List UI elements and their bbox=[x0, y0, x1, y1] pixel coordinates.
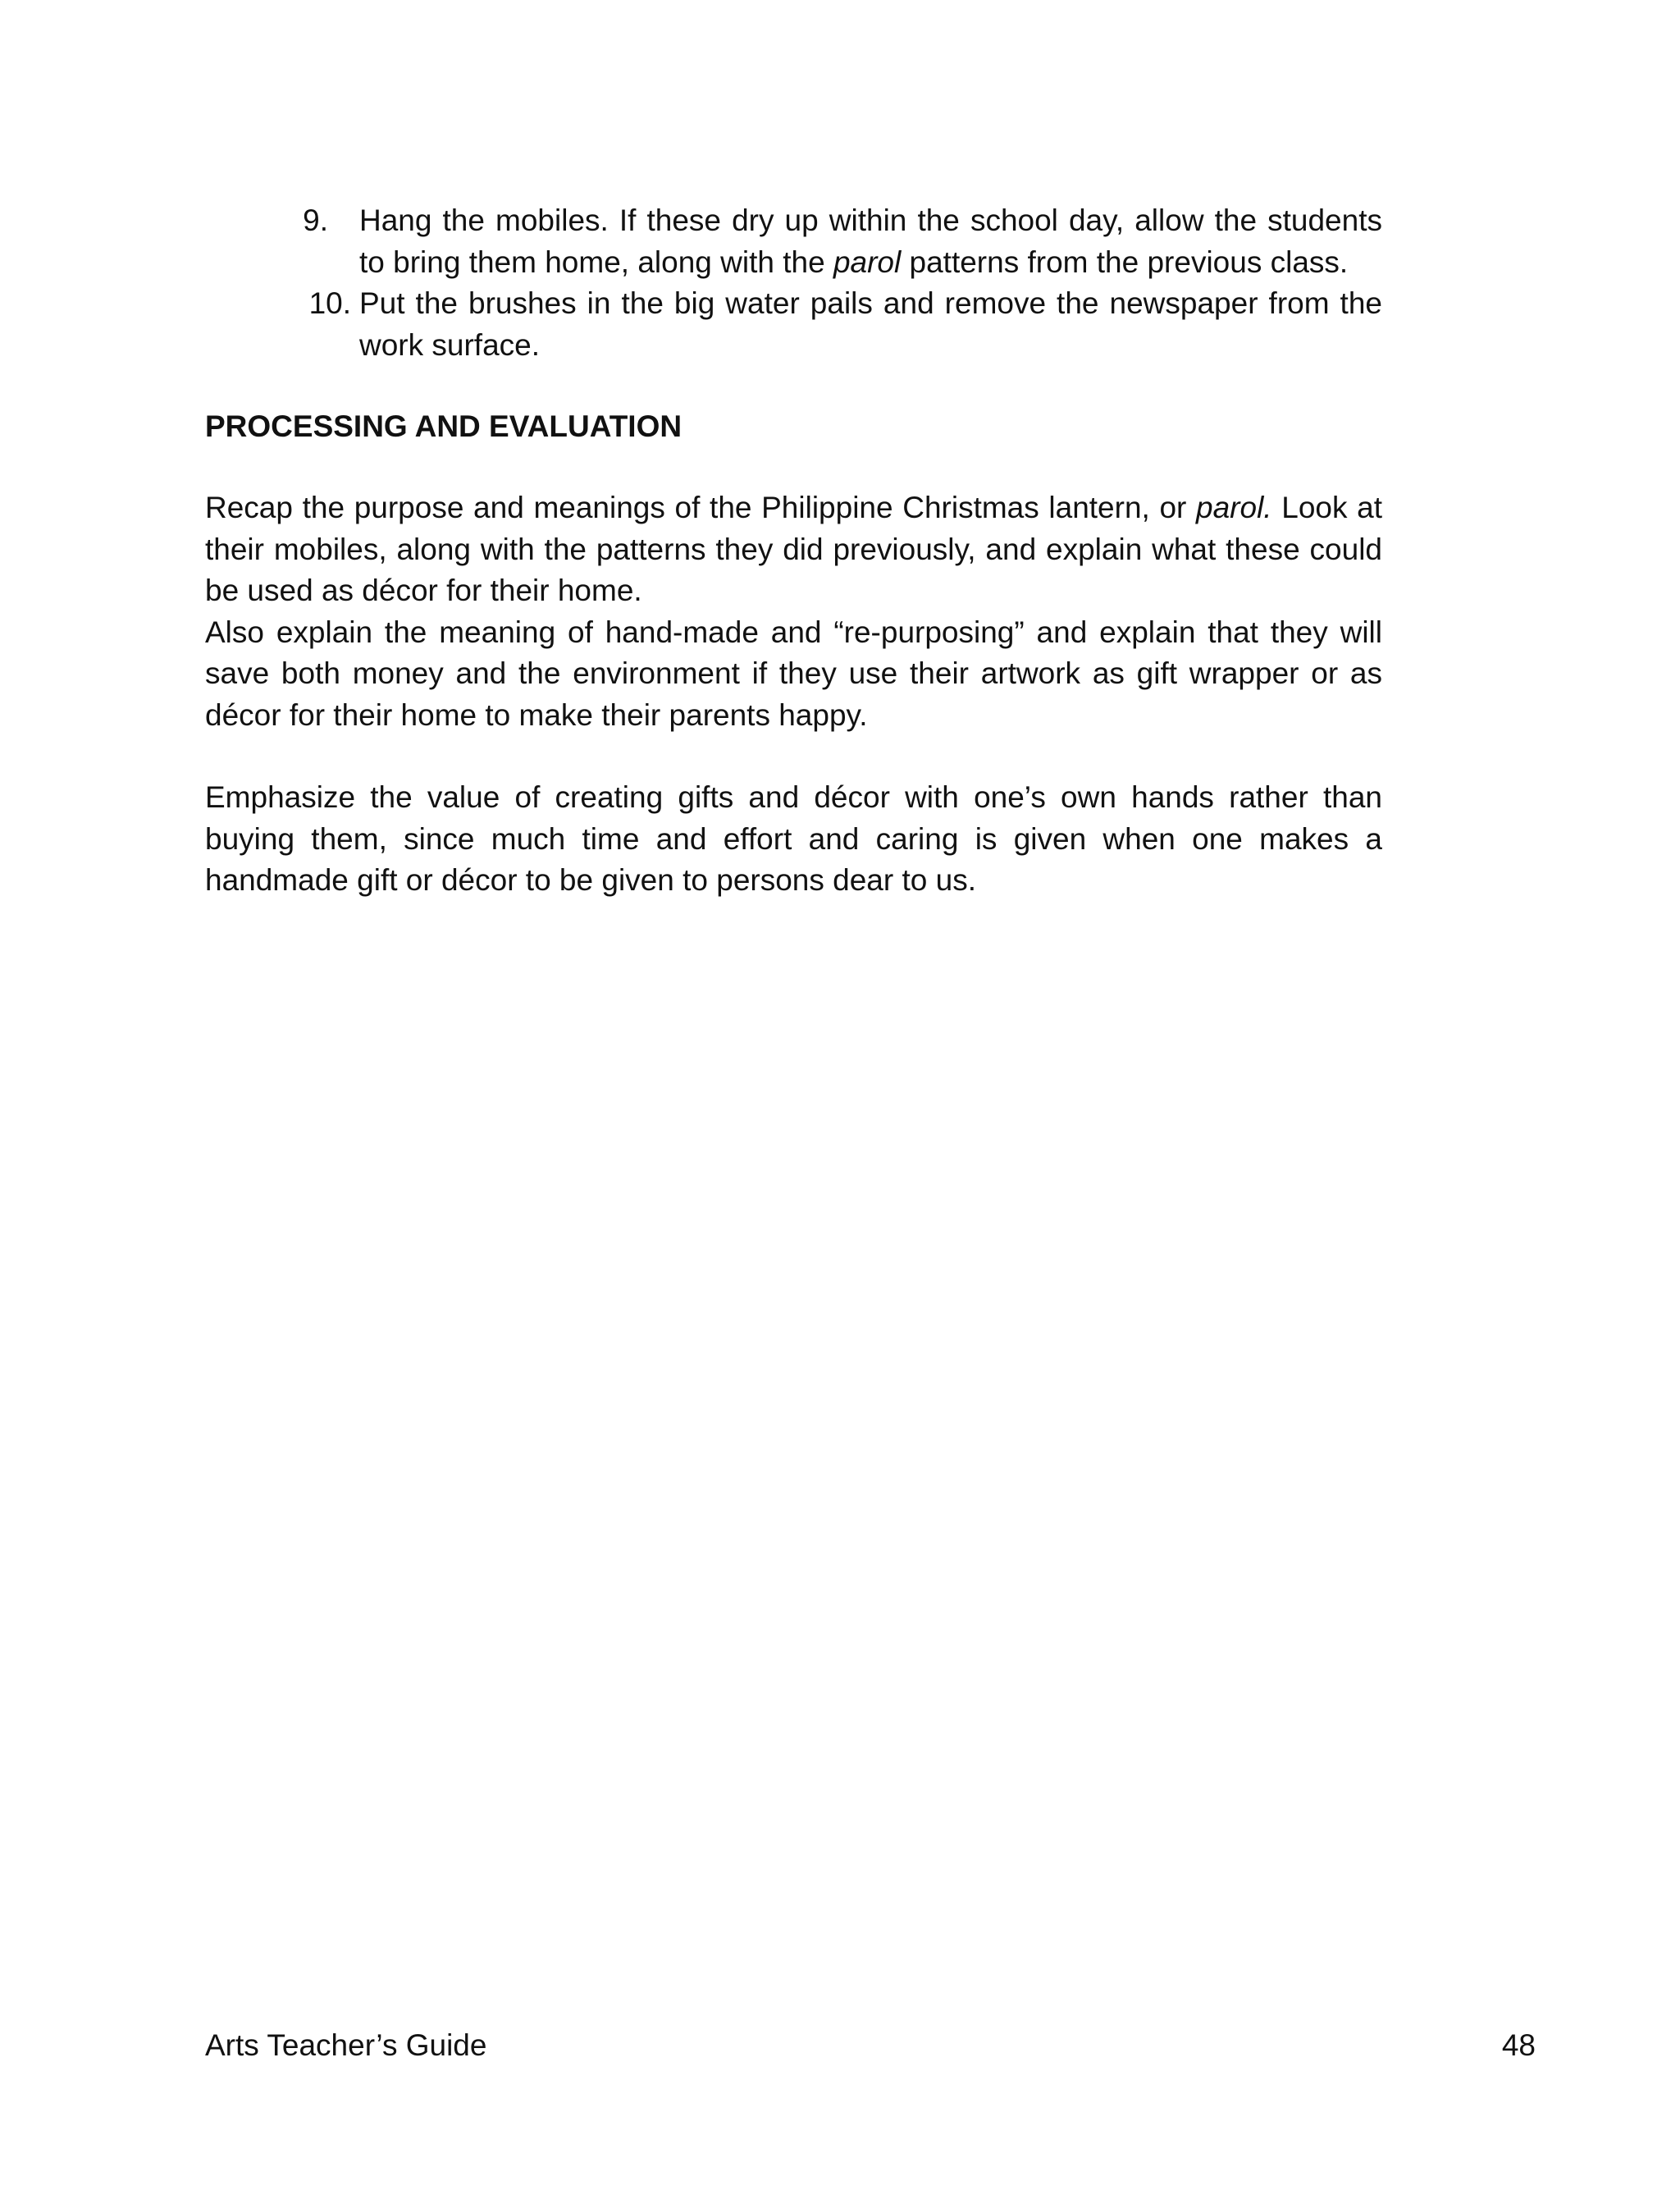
list-number-10: 10. bbox=[308, 286, 351, 320]
list-text-10: Put the brushes in the big water pails and remove the newspaper from the work surface. bbox=[359, 286, 1382, 362]
list-item-9 bbox=[205, 200, 1382, 283]
paragraph-recap-part2: Look at their mobiles, along with the patterns they did previously, and explain what these could be used as décor for their home. bbox=[205, 491, 1382, 607]
paragraph-recap-italic: parol. bbox=[1196, 491, 1272, 524]
list-item-10 bbox=[205, 283, 1382, 366]
list-text-9 bbox=[359, 200, 1382, 283]
page-number: 48 bbox=[1501, 2028, 1536, 2062]
page-content bbox=[205, 200, 1382, 902]
list-number-9: 9. bbox=[303, 203, 328, 237]
list-text-9-part1: Hang the mobiles. If these dry up within the school day, allow the students to bring them home, along with the bbox=[359, 203, 1382, 279]
paragraph-emphasize: Emphasize the value of creating gifts and décor with one’s own hands rather than buying them, since much time and effort and caring is given when one makes a handmade gift or décor to be given to persons dear to us. bbox=[205, 780, 1382, 897]
paragraph-recap bbox=[205, 487, 1382, 612]
list-text-9-part2: patterns from the previous class. bbox=[901, 245, 1349, 279]
paragraph-explain: Also explain the meaning of hand-made and “re-purposing” and explain that they will save both money and the environment if they use their artwork as gift wrapper or as décor for their home to make their parents happy. bbox=[205, 615, 1382, 732]
section-heading: PROCESSING AND EVALUATION bbox=[205, 409, 682, 443]
list-text-9-italic: parol bbox=[833, 245, 902, 279]
paragraph-recap-part1: Recap the purpose and meanings of the Philippine Christmas lantern, or bbox=[205, 491, 1197, 524]
footer-title: Arts Teacher’s Guide bbox=[205, 2028, 487, 2062]
